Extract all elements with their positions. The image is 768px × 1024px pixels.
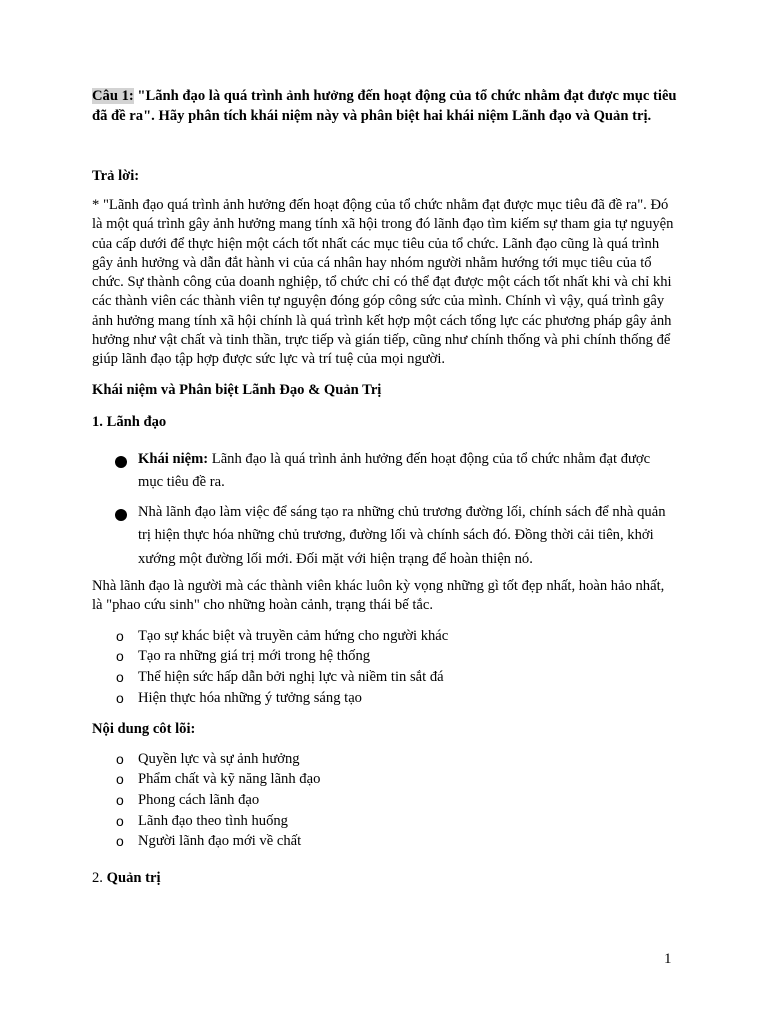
list-item-text: Hiện thực hóa những ý tưởng sáng tạo [138,689,362,706]
list-item [92,790,678,811]
core-content-list [92,749,678,853]
list-item-text: Người lãnh đạo mới về chất [138,833,302,850]
list-item [92,831,678,852]
leader-traits-list [92,626,678,709]
list-item-text: Quyền lực và sự ảnh hưởng [138,750,300,767]
list-item-text: Tạo ra những giá trị mới trong hệ thống [138,648,371,665]
bullet-text: Nhà lãnh đạo làm việc để sáng tạo ra những chủ trương đường lối, chính sách để nhà quản trị hiện thực hóa những chủ trương, đường lối và chính sách đó. Đồng thời cải tiên, khởi xướng một đường lối mới. Đối mặt với hiện trạng để hoàn thiện nó. [138,503,666,567]
circle-bullet-icon: o [116,669,124,686]
list-item-text: Phẩm chất và kỹ năng lãnh đạo [138,771,321,788]
circle-bullet-icon: o [116,812,124,829]
leader-paragraph: Nhà lãnh đạo là người mà các thành viên khác luôn kỳ vọng những gì tốt đẹp nhất, hoàn hảo nhất, là "phao cứu sinh" cho những hoàn cảnh, trạng thái bế tắc. [92,578,665,614]
management-heading [92,868,678,888]
question-label: Câu 1: [92,88,134,104]
bullet-icon [115,509,127,521]
circle-bullet-icon: o [116,833,124,850]
circle-bullet-icon: o [116,689,124,706]
list-item [92,626,678,647]
bullet-icon [115,456,127,468]
intro-paragraph: * "Lãnh đạo quá trình ảnh hưởng đến hoạt động của tổ chức nhằm đạt được mục tiêu đã đề ra". Đó là một quá trình gây ảnh hưởng mang tính xã hội trong đó lãnh đạo tìm kiếm sự tham gia tự nguyện của cấp dưới để thực hiện một cách tốt nhất các mục tiêu của tổ chức. Lãnh đạo cũng là quá trình gây ảnh hưởng và dẫn đắt hành vi của cá nhân hay nhóm người nhằm hướng tới mục tiêu của tổ chức. Sự thành công của doanh nghiệp, tổ chức chỉ có thể đạt được một cách tốt nhất khi và chỉ khi các thành viên các thành viên tự nguyện đóng góp công sức của mình. Chính vì vậy, quá trình gây ảnh hưởng mang tính xã hội chính là quá trình kết hợp một cách tổng lực các phương pháp gây ảnh hưởng như vật chất và tinh thần, trực tiếp và gián tiếp, cũng như chính thống và phi chính thống để giúp lãnh đạo tập hợp được sức lực và trí tuệ của mọi người. [92,197,674,368]
list-item [92,501,678,572]
circle-bullet-icon: o [116,750,124,767]
circle-bullet-icon: o [116,627,124,644]
bullet-text: Lãnh đạo là quá trình ảnh hưởng đến hoạt động của tổ chức nhằm đạt được mục tiêu đề ra. [138,450,651,491]
circle-bullet-icon: o [116,771,124,788]
question-text: "Lãnh đạo là quá trình ảnh hưởng đến hoạt động của tổ chức nhằm đạt được mục tiêu đã đề ra". Hãy phân tích khái niệm này và phân biệt hai khái niệm Lãnh đạo và Quản trị. [92,88,677,124]
list-item [92,667,678,688]
list-item [92,811,678,832]
document-page [92,86,678,888]
question [92,86,678,126]
list-item-text: Tạo sự khác biệt và truyền cảm hứng cho người khác [138,627,449,644]
leadership-heading: 1. Lãnh đạo [92,413,167,430]
list-item-text: Phong cách lãnh đạo [138,791,260,808]
leadership-bullets [92,448,678,572]
core-content-heading: Nội dung côt lõi: [92,720,196,737]
management-number: 2. [92,870,103,887]
management-title: Quản trị [106,870,161,887]
list-item [92,749,678,770]
circle-bullet-icon: o [116,791,124,808]
list-item [92,448,678,495]
list-item [92,769,678,790]
answer-label: Trả lời: [92,168,140,184]
bullet-bold-label: Khái niệm: [138,450,209,467]
page-number: 1 [664,951,672,967]
list-item [92,688,678,709]
list-item-text: Thể hiện sức hấp dẫn bởi nghị lực và niềm tin sắt đá [138,669,444,686]
list-item [92,646,678,667]
list-item-text: Lãnh đạo theo tình huống [138,812,288,829]
circle-bullet-icon: o [116,648,124,665]
section-heading: Khái niệm và Phân biệt Lãnh Đạo & Quản Trị [92,381,382,398]
